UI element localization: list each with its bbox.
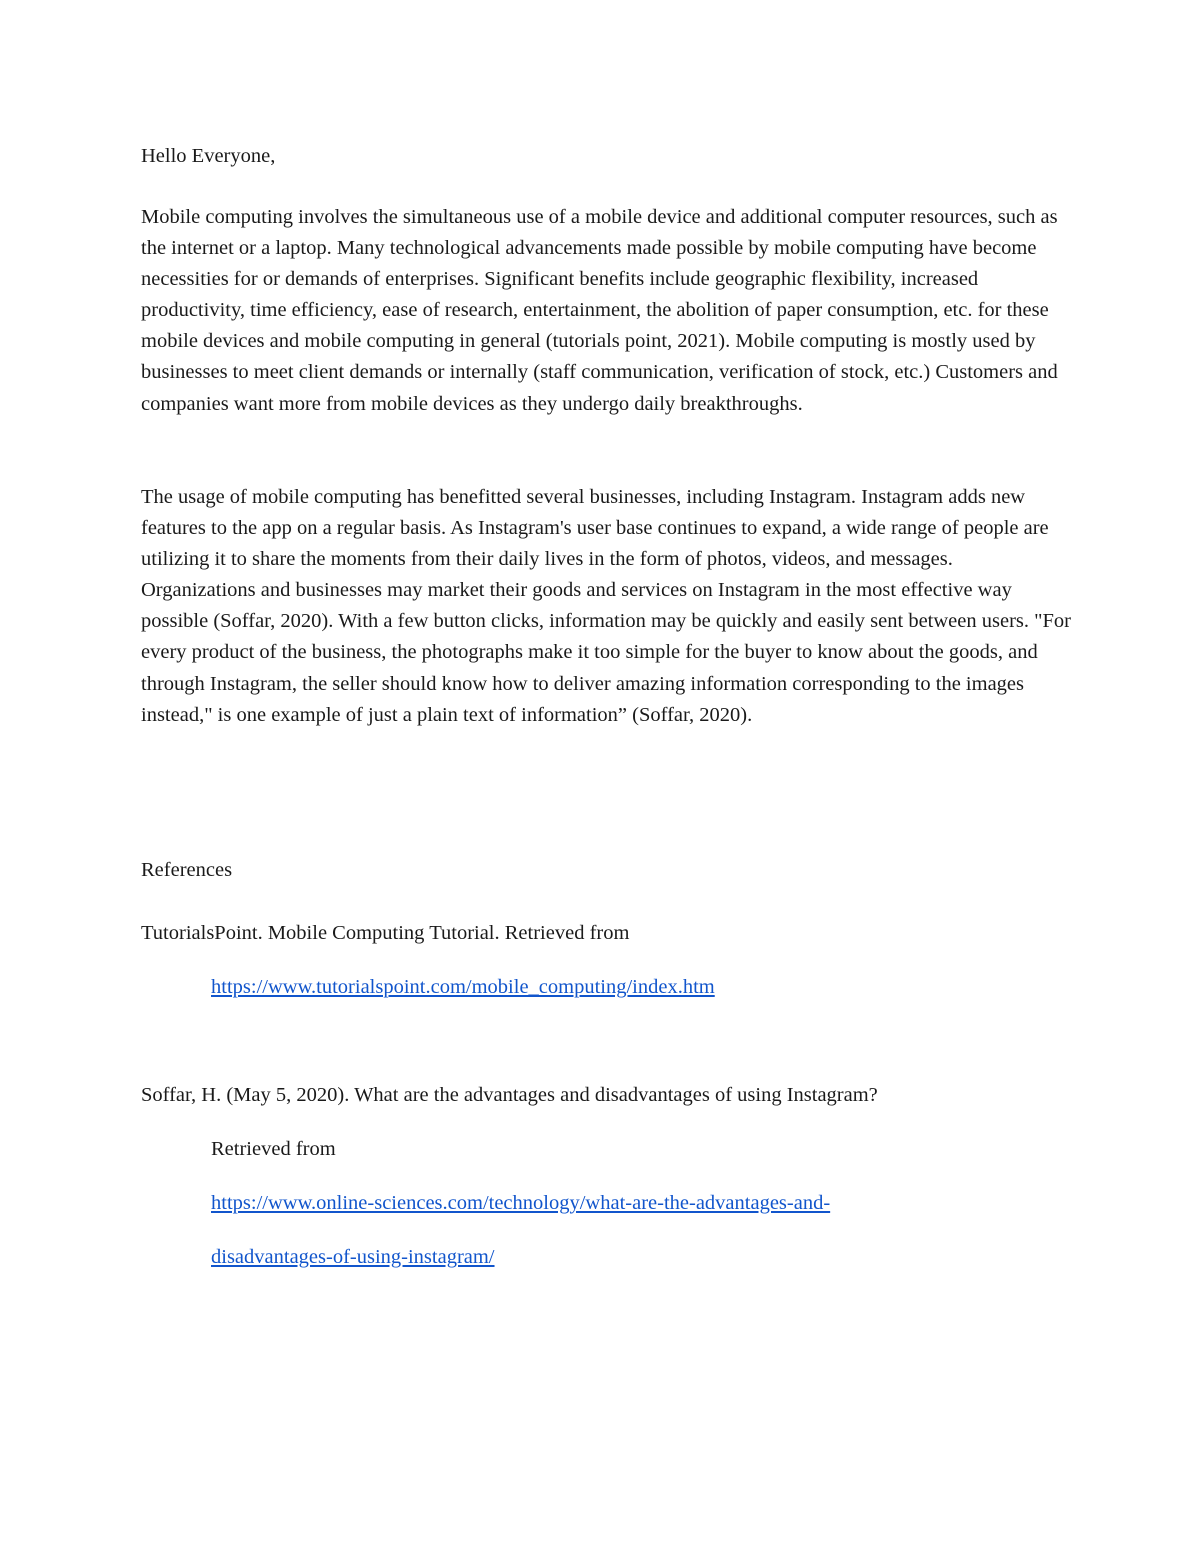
reference-soffar-link-part-1[interactable]: https://www.online-sciences.com/technology/what-are-the-advantages-and- (211, 1192, 831, 1214)
reference-tutorialspoint: TutorialsPoint. Mobile Computing Tutorial. Retrieved from (141, 922, 630, 944)
greeting: Hello Everyone, (141, 145, 276, 167)
reference-soffar-link-line-2 (211, 1242, 495, 1273)
reference-soffar-link-part-2[interactable]: disadvantages-of-using-instagram/ (211, 1246, 495, 1268)
paragraph-mobile-computing: Mobile computing involves the simultaneous use of a mobile device and additional computer resources, such as the internet or a laptop. Many technological advancements made possible by mobile computing have become necessities for or demands of enterprises. Significant benefits include geographic flexibility, increased productivity, time efficiency, ease of research, entertainment, the abolition of paper consumption, etc. for these mobile devices and mobile computing in general (tutorials point, 2021). Mobile computing is mostly used by businesses to meet client demands or internally (staff communication, verification of stock, etc.) Customers and companies want more from mobile devices as they undergo daily breakthroughs. (141, 206, 1058, 415)
reference-soffar: Soffar, H. (May 5, 2020). What are the advantages and disadvantages of using Instagram? (141, 1084, 878, 1106)
reference-tutorialspoint-link[interactable]: https://www.tutorialspoint.com/mobile_computing/index.htm (211, 976, 715, 998)
reference-soffar-retrieved: Retrieved from (211, 1138, 336, 1160)
reference-tutorialspoint-link-line (211, 972, 715, 1003)
references-heading: References (141, 859, 233, 881)
paragraph-instagram: The usage of mobile computing has benefitted several businesses, including Instagram. Instagram adds new features to the app on a regular basis. As Instagram's user base continues to expand, a wide range of people are utilizing it to share the moments from their daily lives in the form of photos, videos, and messages. Organizations and businesses may market their goods and services on Instagram in the most effective way possible (Soffar, 2020). With a few button clicks, information may be quickly and easily sent between users. "For every product of the business, the photographs make it too simple for the buyer to know about the goods, and through Instagram, the seller should know how to deliver amazing information corresponding to the images instead," is one example of just a plain text of information” (Soffar, 2020). (141, 486, 1071, 726)
reference-soffar-link-line-1 (211, 1188, 830, 1219)
